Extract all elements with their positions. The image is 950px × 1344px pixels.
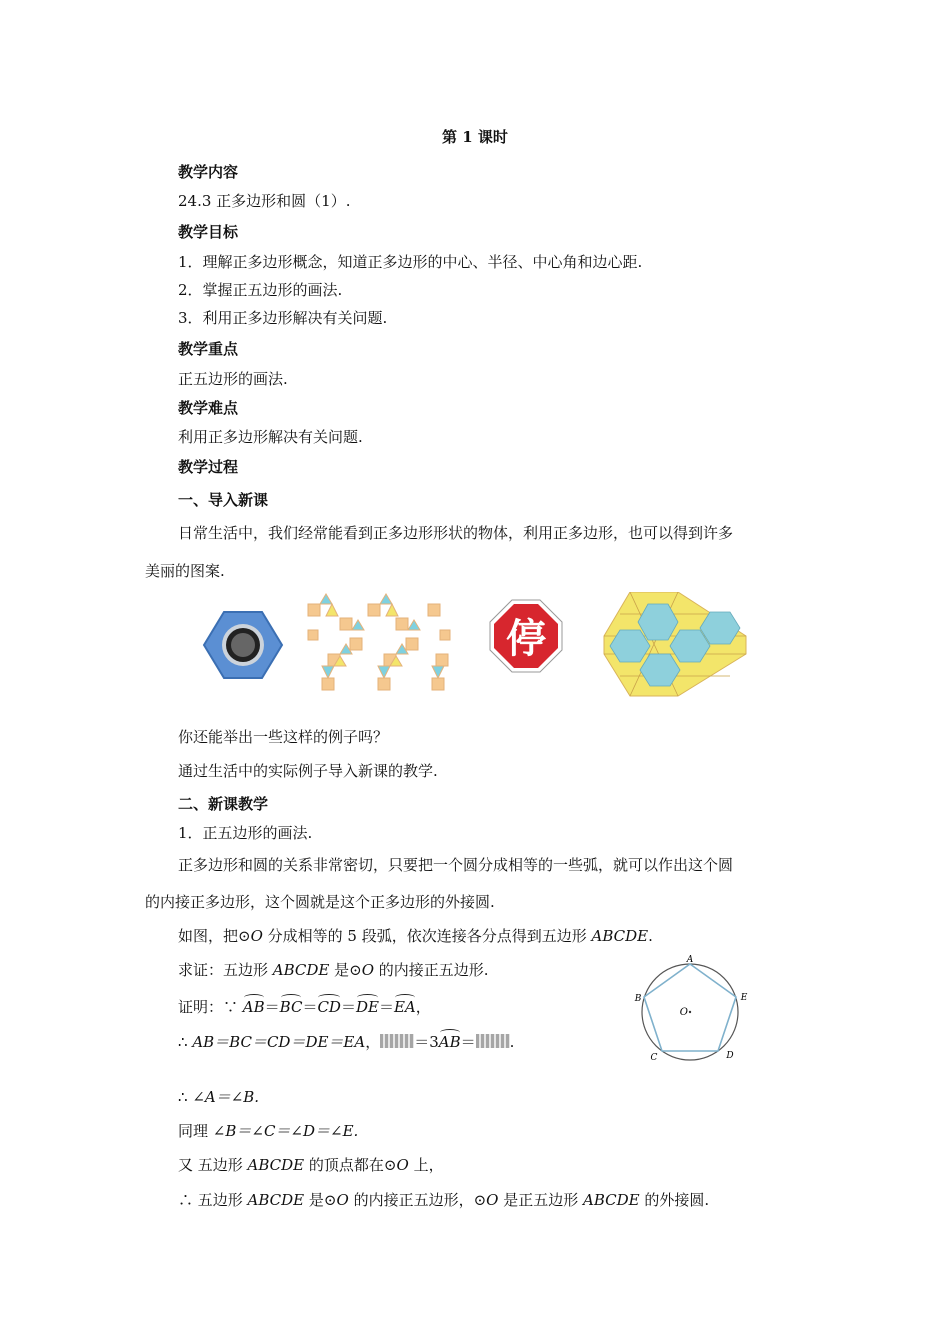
- hex-triangle-pattern-image: [604, 592, 746, 696]
- point-a-label: A: [686, 955, 694, 965]
- ask-line: 你还能举出一些这样的例子吗？: [178, 728, 389, 746]
- intro-line-2: 美丽的图案.: [145, 562, 225, 580]
- point-c-label: C: [650, 1053, 658, 1063]
- heading-process: 教学过程: [178, 458, 239, 476]
- point-o-label: O: [679, 1007, 688, 1018]
- para1-line-2: 的内接正多边形，这个圆就是这个正多边形的外接圆.: [145, 893, 495, 911]
- para1-line-1: 正多边形和圆的关系非常密切，只要把一个圆分成相等的一些弧，就可以作出这个圆: [178, 856, 734, 874]
- proof-line-2: ∴ AB＝BC＝CD＝DE＝EA， ＝3AB＝ .: [178, 1033, 515, 1051]
- proof-line-1: 证明：∵ AB＝BC＝CD＝DE＝EA，: [178, 998, 431, 1016]
- goal-item-3: 3．利用正多边形解决有关问题.: [178, 309, 388, 327]
- proof-line-4: 同理 ∠B＝∠C＝∠D＝∠E.: [178, 1122, 359, 1140]
- page-title: 第 1 课时: [442, 128, 508, 146]
- goal-item-2: 2．掌握正五边形的画法.: [178, 281, 343, 299]
- heading-part1: 一、导入新课: [178, 491, 269, 509]
- conclusion-line: ∴ 五边形 ABCDE 是⊙O 的内接正五边形，⊙O 是正五边形 ABCDE 的外接圆.: [178, 1191, 710, 1209]
- intro-line-1: 日常生活中，我们经常能看到正多边形形状的物体，利用正多边形，也可以得到许多: [178, 524, 734, 542]
- heading-goals: 教学目标: [178, 223, 239, 241]
- stop-sign-image: [490, 600, 562, 672]
- heading-key: 教学重点: [178, 340, 239, 358]
- figure-description: 如图，把⊙O 分成相等的 5 段弧，依次连接各分点得到五边形 ABCDE.: [178, 927, 653, 945]
- key-text: 正五边形的画法.: [178, 370, 288, 388]
- content-text: 24.3 正多边形和圆（1）.: [178, 192, 351, 210]
- inscribed-pentagon-figure: [632, 952, 758, 1066]
- difficulty-text: 利用正多边形解决有关问题.: [178, 428, 363, 446]
- stop-sign-char: 停: [506, 616, 546, 662]
- point-d-label: D: [726, 1051, 734, 1061]
- heading-part2: 二、新课教学: [178, 795, 269, 813]
- heading-difficulty: 教学难点: [178, 399, 239, 417]
- heading-content: 教学内容: [178, 163, 239, 181]
- point-b-label: B: [634, 994, 642, 1004]
- item-1-text: 1．正五边形的画法.: [178, 824, 313, 842]
- proof-line-3: ∴ ∠A＝∠B.: [178, 1088, 260, 1106]
- illegible-arc-bce: [380, 1034, 414, 1048]
- prove-statement: 求证：五边形 ABCDE 是⊙O 的内接正五边形.: [178, 961, 489, 979]
- regular-polygon-examples: [200, 592, 760, 697]
- ask-line-2: 通过生活中的实际例子导入新课的教学.: [178, 762, 438, 780]
- tiling-pattern-image: [308, 594, 450, 690]
- proof-line-5: 又 五边形 ABCDE 的顶点都在⊙O 上，: [178, 1156, 444, 1174]
- point-e-label: E: [740, 993, 748, 1003]
- goal-item-1: 1．理解正多边形概念，知道正多边形的中心、半径、中心角和边心距.: [178, 253, 643, 271]
- hex-nut-image: [204, 612, 282, 678]
- illegible-arc-cda: [476, 1034, 510, 1048]
